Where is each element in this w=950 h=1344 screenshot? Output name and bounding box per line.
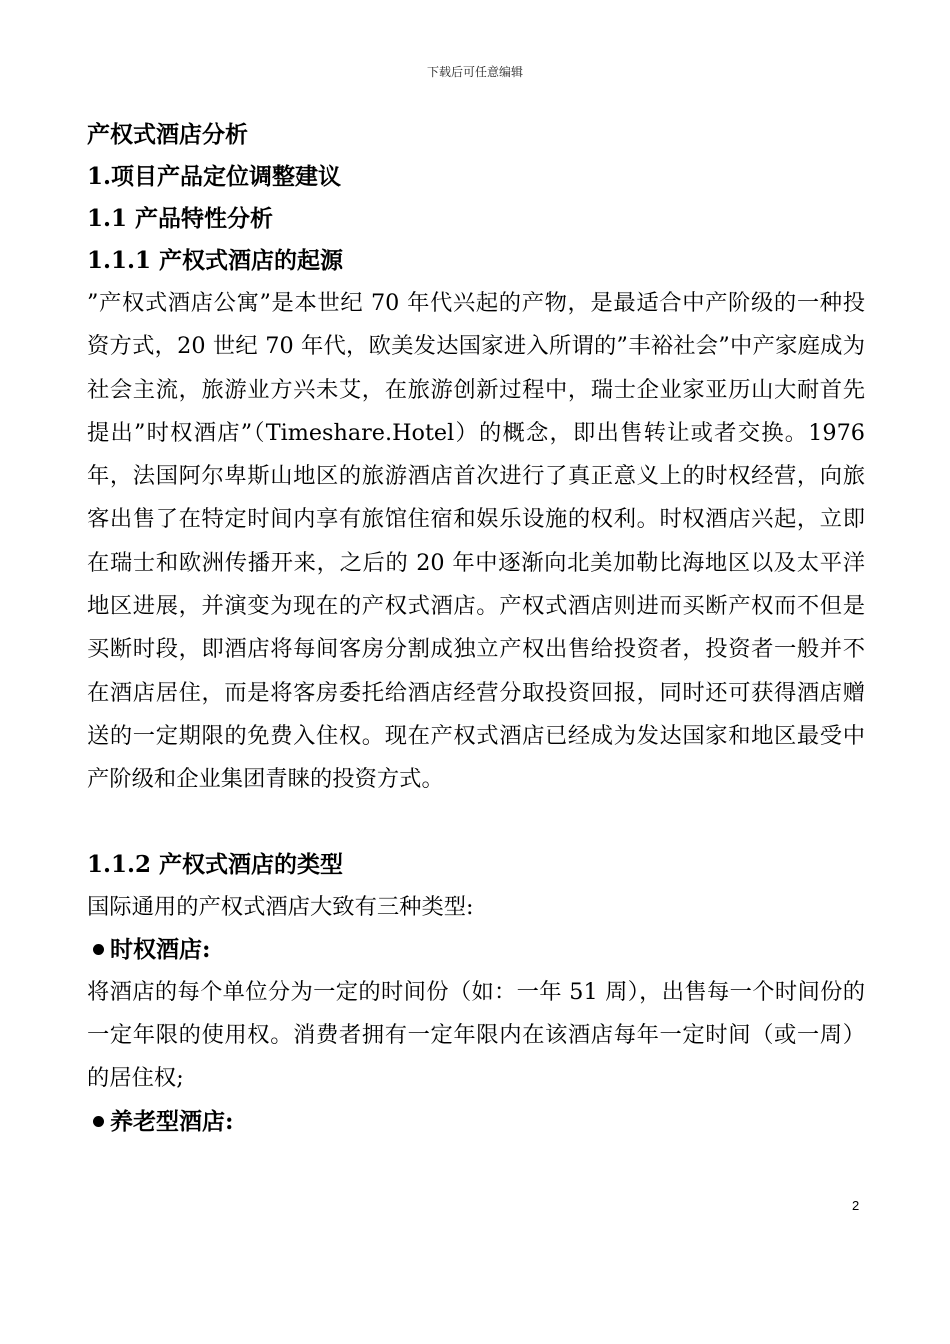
bullet-item-timeshare [87,929,865,971]
origin-paragraph: ”产权式酒店公寓”是本世纪 70 年代兴起的产物，是最适合中产阶级的一种投资方式，20 世纪 70 年代，欧美发达国家进入所谓的”丰裕社会”中产家庭成为社会主流，旅游业方兴未艾，在旅游创新过程中，瑞士企业家亚历山大耐首先提出”时权酒店”（Timeshare.Hotel）的概念，即出售转让或者交换。1976 年，法国阿尔卑斯山地区的旅游酒店首次进行了真正意义上的时权经营，向旅客出售了在特定时间内享有旅馆住宿和娱乐设施的权利。时权酒店兴起，立即在瑞士和欧洲传播开来，之后的 20 年中逐渐向北美加勒比海地区以及太平洋地区进展，并演变为现在的产权式酒店。产权式酒店则进而买断产权而不但是买断时段，即酒店将每间客房分割成独立产权出售给投资者，投资者一般并不在酒店居住，而是将客房委托给酒店经营分取投资回报，同时还可获得酒店赠送的一定期限的免费入住权。现在产权式酒店已经成为发达国家和地区最受中产阶级和企业集团青睐的投资方式。 [87,290,865,793]
paragraph-spacer [87,802,865,844]
section-heading-1: 1.项目产品定位调整建议 [87,163,342,190]
document-body [87,114,865,1143]
section-heading-1-1: 1.1 产品特性分析 [87,205,274,232]
page-header-note: 下载后可任意编辑 [426,65,523,79]
bullet-label-timeshare: 时权酒店: [110,935,211,963]
bullet-dot-icon [93,944,104,955]
types-intro: 国际通用的产权式酒店大致有三种类型: [87,893,474,920]
timeshare-description: 将酒店的每个单位分为一定的时间份（如：一年 51 周），出售每一个时间份的一定年限的使用权。消费者拥有一定年限内在该酒店每年一定时间（或一周）的居住权; [87,978,865,1092]
document-title: 产权式酒店分析 [87,121,248,148]
bullet-dot-icon [93,1116,104,1127]
bullet-label-retirement: 养老型酒店: [110,1107,234,1135]
bullet-item-retirement [87,1101,865,1143]
section-heading-1-1-1: 1.1.1 产权式酒店的起源 [87,247,344,274]
section-heading-1-1-2: 1.1.2 产权式酒店的类型 [87,850,344,878]
page-number: 2 [852,1198,860,1213]
